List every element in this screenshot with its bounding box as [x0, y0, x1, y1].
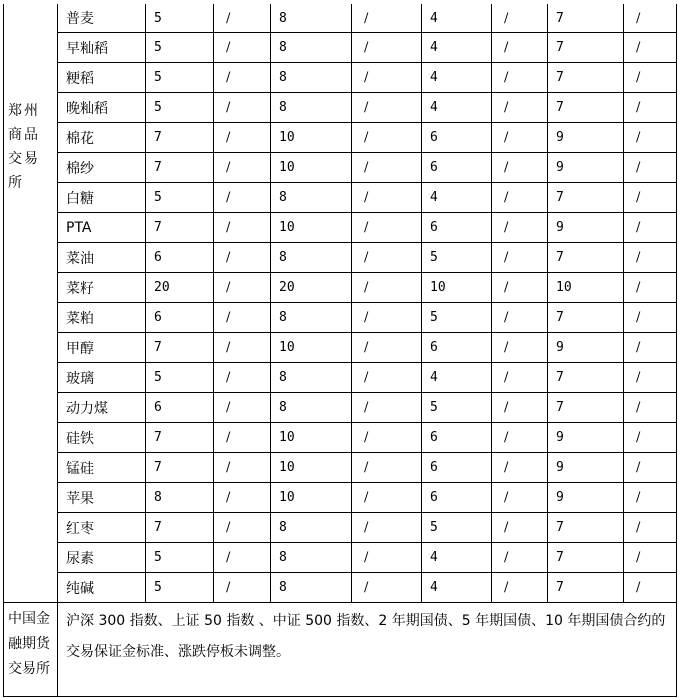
value-cell: 7 [548, 363, 624, 393]
slash-cell: / [624, 363, 677, 393]
slash-cell: / [214, 273, 271, 303]
value-cell: 8 [271, 303, 352, 333]
slash-cell: / [492, 543, 548, 573]
value-cell: 7 [548, 4, 624, 33]
slash-cell: / [352, 243, 422, 273]
slash-cell: / [492, 4, 548, 33]
value-cell: 10 [271, 213, 352, 243]
value-cell: 7 [146, 333, 214, 363]
slash-cell: / [624, 33, 677, 63]
commodity-name: 晚籼稻 [58, 93, 146, 123]
value-cell: 20 [271, 273, 352, 303]
commodity-name: 粳稻 [58, 63, 146, 93]
value-cell: 8 [271, 513, 352, 543]
table-row [4, 153, 677, 183]
value-cell: 10 [271, 153, 352, 183]
value-cell: 9 [548, 453, 624, 483]
slash-cell: / [352, 573, 422, 603]
table-body [4, 4, 677, 697]
slash-cell: / [214, 183, 271, 213]
table-row [4, 483, 677, 513]
value-cell: 7 [146, 153, 214, 183]
value-cell: 4 [422, 363, 492, 393]
commodity-name: PTA [58, 213, 146, 243]
value-cell: 6 [422, 153, 492, 183]
commodity-name: 早籼稻 [58, 33, 146, 63]
slash-cell: / [624, 393, 677, 423]
table-row [4, 63, 677, 93]
slash-cell: / [352, 93, 422, 123]
commodity-name: 苹果 [58, 483, 146, 513]
value-cell: 5 [146, 543, 214, 573]
value-cell: 5 [146, 33, 214, 63]
slash-cell: / [492, 213, 548, 243]
table-row [4, 333, 677, 363]
commodity-name: 普麦 [58, 4, 146, 33]
margin-table [3, 4, 677, 697]
table-row [4, 573, 677, 603]
table-row [4, 303, 677, 333]
value-cell: 8 [271, 4, 352, 33]
slash-cell: / [214, 303, 271, 333]
commodity-name: 白糖 [58, 183, 146, 213]
slash-cell: / [352, 543, 422, 573]
value-cell: 10 [422, 273, 492, 303]
commodity-name: 菜粕 [58, 303, 146, 333]
value-cell: 7 [548, 183, 624, 213]
slash-cell: / [352, 33, 422, 63]
slash-cell: / [352, 213, 422, 243]
value-cell: 5 [422, 243, 492, 273]
slash-cell: / [352, 393, 422, 423]
commodity-name: 尿素 [58, 543, 146, 573]
value-cell: 10 [271, 453, 352, 483]
value-cell: 7 [146, 213, 214, 243]
cffex-note: 沪深 300 指数、上证 50 指数 、中证 500 指数、2 年期国债、5 年期国债、10 年期国债合约的交易保证金标准、涨跌停板未调整。 [58, 603, 677, 697]
commodity-name: 红枣 [58, 513, 146, 543]
value-cell: 8 [271, 243, 352, 273]
value-cell: 6 [146, 303, 214, 333]
commodity-name: 动力煤 [58, 393, 146, 423]
slash-cell: / [214, 363, 271, 393]
slash-cell: / [624, 273, 677, 303]
value-cell: 4 [422, 183, 492, 213]
slash-cell: / [352, 63, 422, 93]
slash-cell: / [492, 63, 548, 93]
value-cell: 7 [146, 123, 214, 153]
slash-cell: / [624, 183, 677, 213]
slash-cell: / [214, 423, 271, 453]
table-row [4, 183, 677, 213]
slash-cell: / [352, 333, 422, 363]
commodity-name: 锰硅 [58, 453, 146, 483]
slash-cell: / [492, 93, 548, 123]
slash-cell: / [352, 153, 422, 183]
value-cell: 5 [146, 63, 214, 93]
exchange-label-zce: 郑州商品交易所 [4, 4, 58, 603]
value-cell: 8 [271, 573, 352, 603]
value-cell: 9 [548, 423, 624, 453]
value-cell: 6 [422, 453, 492, 483]
slash-cell: / [352, 123, 422, 153]
slash-cell: / [492, 573, 548, 603]
slash-cell: / [352, 483, 422, 513]
slash-cell: / [214, 483, 271, 513]
commodity-name: 棉花 [58, 123, 146, 153]
value-cell: 8 [271, 543, 352, 573]
slash-cell: / [214, 213, 271, 243]
slash-cell: / [352, 453, 422, 483]
slash-cell: / [214, 93, 271, 123]
slash-cell: / [492, 123, 548, 153]
value-cell: 5 [422, 393, 492, 423]
slash-cell: / [492, 273, 548, 303]
slash-cell: / [492, 453, 548, 483]
slash-cell: / [624, 63, 677, 93]
table-row [4, 123, 677, 153]
table-row [4, 213, 677, 243]
slash-cell: / [624, 453, 677, 483]
slash-cell: / [624, 573, 677, 603]
value-cell: 7 [548, 93, 624, 123]
edge-mark [676, 335, 677, 349]
value-cell: 10 [548, 273, 624, 303]
value-cell: 5 [146, 573, 214, 603]
value-cell: 8 [271, 33, 352, 63]
slash-cell: / [214, 333, 271, 363]
commodity-name: 棉纱 [58, 153, 146, 183]
slash-cell: / [214, 153, 271, 183]
table-row [4, 423, 677, 453]
slash-cell: / [624, 4, 677, 33]
table-row [4, 4, 677, 33]
value-cell: 5 [146, 93, 214, 123]
value-cell: 6 [422, 423, 492, 453]
value-cell: 5 [146, 363, 214, 393]
value-cell: 9 [548, 483, 624, 513]
slash-cell: / [624, 93, 677, 123]
value-cell: 4 [422, 573, 492, 603]
slash-cell: / [214, 543, 271, 573]
slash-cell: / [624, 153, 677, 183]
slash-cell: / [214, 33, 271, 63]
table-row [4, 33, 677, 63]
value-cell: 7 [146, 423, 214, 453]
slash-cell: / [624, 513, 677, 543]
value-cell: 9 [548, 153, 624, 183]
value-cell: 4 [422, 63, 492, 93]
cffex-row [4, 603, 677, 697]
value-cell: 7 [548, 33, 624, 63]
slash-cell: / [352, 513, 422, 543]
value-cell: 8 [271, 183, 352, 213]
table-row [4, 93, 677, 123]
value-cell: 4 [422, 93, 492, 123]
value-cell: 9 [548, 213, 624, 243]
slash-cell: / [624, 333, 677, 363]
slash-cell: / [624, 303, 677, 333]
slash-cell: / [352, 4, 422, 33]
slash-cell: / [352, 273, 422, 303]
slash-cell: / [624, 123, 677, 153]
value-cell: 6 [146, 393, 214, 423]
slash-cell: / [492, 363, 548, 393]
slash-cell: / [624, 423, 677, 453]
slash-cell: / [214, 63, 271, 93]
value-cell: 8 [146, 483, 214, 513]
value-cell: 7 [548, 543, 624, 573]
slash-cell: / [624, 243, 677, 273]
commodity-name: 玻璃 [58, 363, 146, 393]
value-cell: 8 [271, 363, 352, 393]
value-cell: 7 [548, 303, 624, 333]
table-row [4, 363, 677, 393]
table-row [4, 453, 677, 483]
commodity-name: 甲醇 [58, 333, 146, 363]
slash-cell: / [352, 303, 422, 333]
value-cell: 6 [422, 333, 492, 363]
value-cell: 10 [271, 483, 352, 513]
value-cell: 7 [548, 243, 624, 273]
slash-cell: / [492, 423, 548, 453]
slash-cell: / [214, 573, 271, 603]
slash-cell: / [624, 543, 677, 573]
value-cell: 5 [422, 513, 492, 543]
table-row [4, 393, 677, 423]
slash-cell: / [492, 513, 548, 543]
slash-cell: / [492, 243, 548, 273]
slash-cell: / [214, 123, 271, 153]
table-row [4, 273, 677, 303]
slash-cell: / [352, 363, 422, 393]
value-cell: 4 [422, 4, 492, 33]
slash-cell: / [214, 4, 271, 33]
slash-cell: / [492, 303, 548, 333]
value-cell: 7 [548, 513, 624, 543]
value-cell: 6 [146, 243, 214, 273]
value-cell: 4 [422, 543, 492, 573]
value-cell: 9 [548, 333, 624, 363]
value-cell: 7 [548, 63, 624, 93]
slash-cell: / [492, 333, 548, 363]
table-row [4, 243, 677, 273]
value-cell: 4 [422, 33, 492, 63]
value-cell: 6 [422, 123, 492, 153]
slash-cell: / [214, 453, 271, 483]
slash-cell: / [352, 183, 422, 213]
slash-cell: / [214, 393, 271, 423]
slash-cell: / [492, 153, 548, 183]
value-cell: 6 [422, 483, 492, 513]
slash-cell: / [214, 513, 271, 543]
value-cell: 7 [146, 453, 214, 483]
table-row [4, 543, 677, 573]
value-cell: 7 [146, 513, 214, 543]
slash-cell: / [214, 243, 271, 273]
slash-cell: / [624, 483, 677, 513]
slash-cell: / [624, 213, 677, 243]
value-cell: 9 [548, 123, 624, 153]
commodity-name: 菜籽 [58, 273, 146, 303]
value-cell: 20 [146, 273, 214, 303]
value-cell: 10 [271, 123, 352, 153]
value-cell: 5 [422, 303, 492, 333]
slash-cell: / [352, 423, 422, 453]
slash-cell: / [492, 393, 548, 423]
table-row [4, 513, 677, 543]
value-cell: 5 [146, 4, 214, 33]
value-cell: 7 [548, 573, 624, 603]
value-cell: 8 [271, 393, 352, 423]
value-cell: 5 [146, 183, 214, 213]
slash-cell: / [492, 33, 548, 63]
value-cell: 10 [271, 333, 352, 363]
value-cell: 10 [271, 423, 352, 453]
value-cell: 7 [548, 393, 624, 423]
value-cell: 8 [271, 63, 352, 93]
commodity-name: 菜油 [58, 243, 146, 273]
value-cell: 8 [271, 93, 352, 123]
commodity-name: 纯碱 [58, 573, 146, 603]
commodity-name: 硅铁 [58, 423, 146, 453]
slash-cell: / [492, 183, 548, 213]
slash-cell: / [492, 483, 548, 513]
exchange-label-cffex: 中国金融期货交易所 [4, 603, 58, 697]
value-cell: 6 [422, 213, 492, 243]
